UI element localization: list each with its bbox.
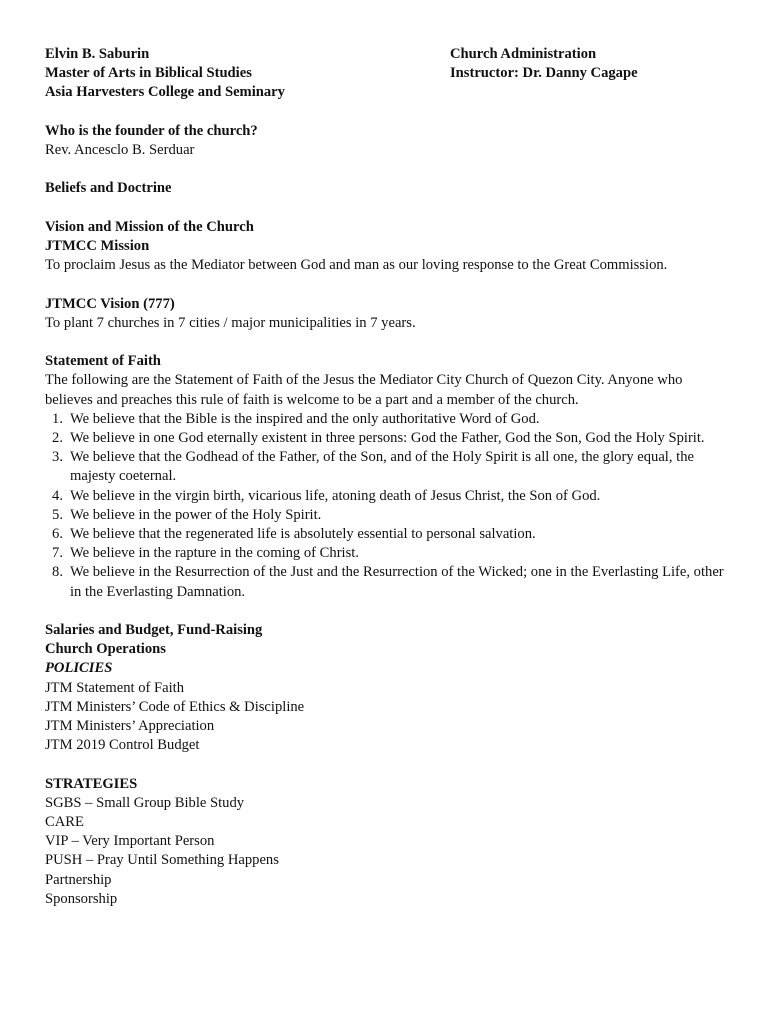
faith-item [45, 429, 725, 448]
faith-item-number: 2. [52, 429, 63, 446]
faith-item [45, 410, 725, 429]
course-title: Church Administration [450, 46, 597, 62]
founder-question: Who is the founder of the church? [45, 122, 258, 139]
strategy-item: CARE [45, 814, 84, 831]
statement-of-faith-intro: The following are the Statement of Faith of the Jesus the Mediator City Church of Quezon City. Anyone who believes and preaches this rule of faith is welcome to be a part and a member of the church. [45, 372, 683, 408]
faith-item [45, 544, 725, 563]
faith-item-text: We believe in the power of the Holy Spirit. [70, 506, 322, 523]
faith-item-number: 1. [52, 410, 63, 427]
author-name: Elvin B. Saburin [45, 46, 150, 62]
mission-heading: JTMCC Mission [45, 237, 150, 254]
beliefs-heading: Beliefs and Doctrine [45, 180, 172, 197]
header-left [45, 45, 445, 103]
document-header [45, 45, 725, 103]
strategy-item: SGBS – Small Group Bible Study [45, 794, 245, 811]
vision-text: To plant 7 churches in 7 cities / major municipalities in 7 years. [45, 314, 416, 331]
mission-text: To proclaim Jesus as the Mediator between God and man as our loving response to the Great Commission. [45, 257, 668, 274]
statement-of-faith-heading: Statement of Faith [45, 353, 161, 370]
faith-item-number: 6. [52, 526, 63, 542]
policies-heading: POLICIES [45, 660, 113, 677]
faith-item-number: 7. [52, 545, 63, 562]
strategies-heading: STRATEGIES [45, 775, 138, 792]
strategy-item: VIP – Very Important Person [45, 833, 215, 850]
faith-item-number: 3. [52, 449, 63, 466]
faith-item-number: 8. [52, 564, 63, 581]
faith-item [45, 506, 725, 525]
faith-item-text: We believe in the Resurrection of the Just and the Resurrection of the Wicked; one in the Everlasting Life, other in the Everlasting Damnation. [70, 564, 724, 600]
author-school: Asia Harvesters College and Seminary [45, 84, 285, 101]
strategy-item: PUSH – Pray Until Something Happens [45, 852, 279, 869]
faith-item-text: We believe that the Godhead of the Father, of the Son, and of the Holy Spirit is all one, the glory equal, the majesty coeternal. [70, 449, 694, 485]
strategy-item: Partnership [45, 871, 112, 888]
strategy-item: Sponsorship [45, 890, 118, 907]
statement-of-faith-list [45, 410, 725, 602]
policy-item: JTM Statement of Faith [45, 679, 185, 696]
author-degree: Master of Arts in Biblical Studies [45, 65, 252, 82]
founder-answer: Rev. Ancesclo B. Serduar [45, 142, 195, 158]
policy-item: JTM 2019 Control Budget [45, 737, 200, 754]
policy-item: JTM Ministers’ Code of Ethics & Discipline [45, 698, 305, 715]
faith-item-text: We believe that the Bible is the inspired and the only authoritative Word of God. [70, 410, 540, 427]
vision-mission-heading: Vision and Mission of the Church [45, 218, 254, 235]
salaries-heading: Salaries and Budget, Fund-Raising [45, 622, 263, 638]
faith-item [45, 563, 725, 601]
faith-item [45, 448, 725, 486]
header-right [450, 45, 725, 103]
church-operations-heading: Church Operations [45, 641, 166, 658]
faith-item [45, 487, 725, 506]
vision-heading: JTMCC Vision (777) [45, 295, 175, 312]
faith-item-text: We believe in the virgin birth, vicarious life, atoning death of Jesus Christ, the Son of God. [70, 487, 601, 504]
faith-item [45, 525, 725, 544]
document-page [45, 45, 725, 909]
faith-item-number: 5. [52, 506, 63, 523]
policy-item: JTM Ministers’ Appreciation [45, 718, 215, 735]
faith-item-number: 4. [52, 487, 63, 504]
faith-item-text: We believe that the regenerated life is absolutely essential to personal salvation. [70, 526, 536, 542]
faith-item-text: We believe in the rapture in the coming of Christ. [70, 545, 359, 562]
faith-item-text: We believe in one God eternally existent in three persons: God the Father, God the Son, God the Holy Spirit. [70, 429, 705, 446]
course-instructor: Instructor: Dr. Danny Cagape [450, 65, 638, 82]
